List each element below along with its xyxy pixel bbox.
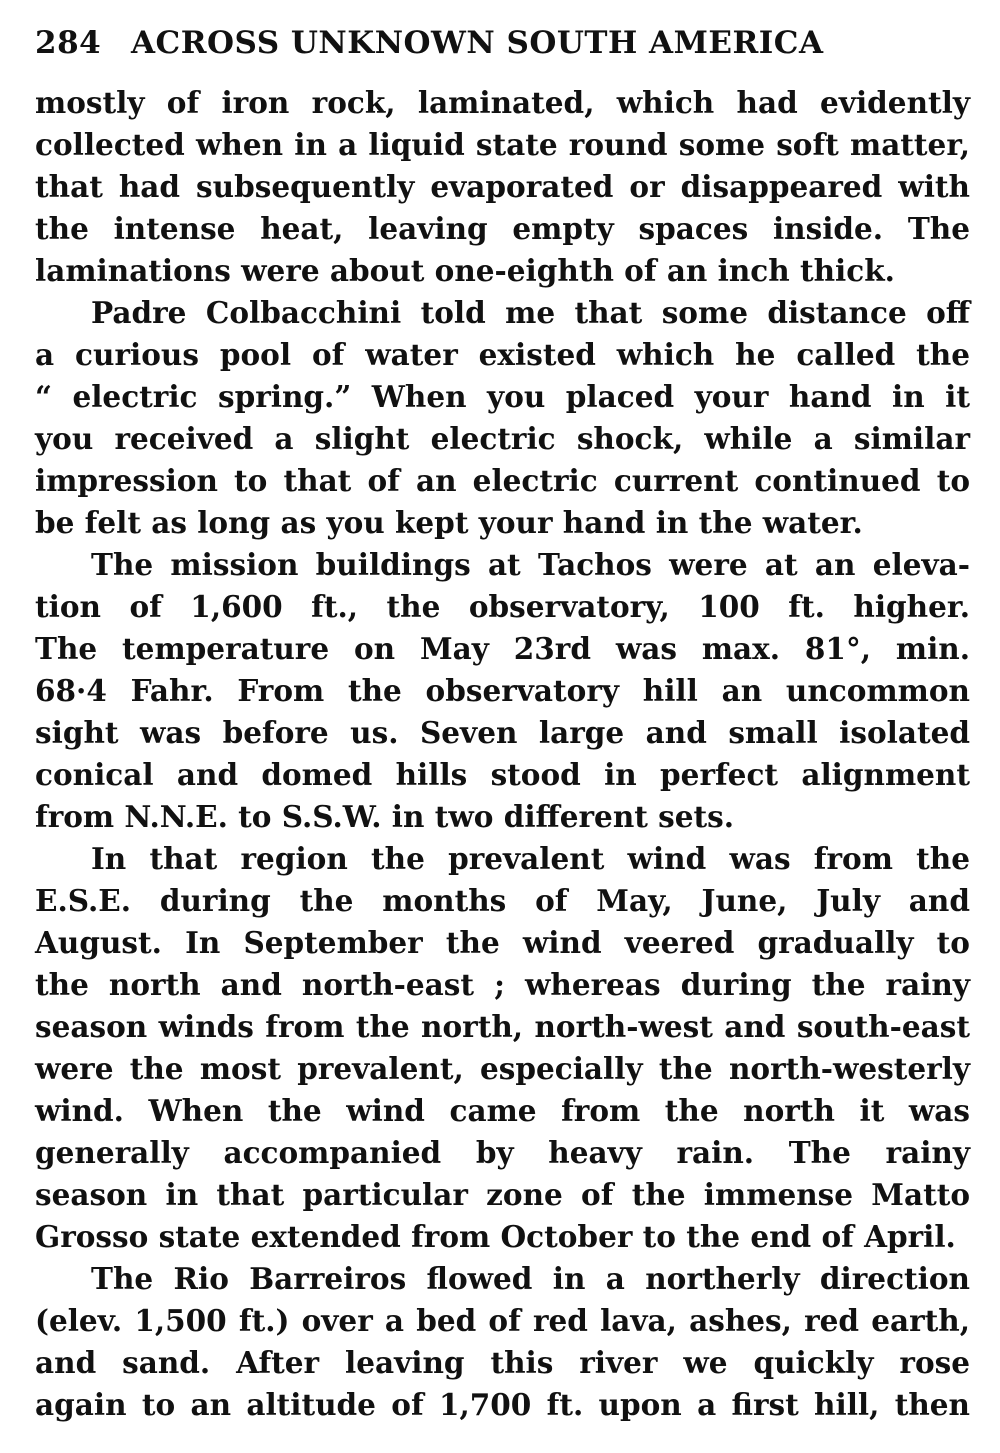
text-line: that had subsequently evaporated or disappeared with bbox=[35, 169, 970, 204]
text-line: In that region the prevalent wind was from the bbox=[91, 841, 970, 876]
text-line: mostly of iron rock, laminated, which had evidently bbox=[35, 85, 970, 120]
text-line: The mission buildings at Tachos were at an eleva- bbox=[91, 547, 970, 582]
text-line: season in that particular zone of the immense Matto bbox=[35, 1177, 970, 1212]
text-line: Padre Colbacchini told me that some distance off bbox=[91, 295, 970, 330]
text-line: “ electric spring.” When you placed your hand in it bbox=[35, 379, 970, 414]
text-line: tion of 1,600 ft., the observatory, 100 ft. higher. bbox=[35, 589, 970, 624]
text-line: laminations were about one-eighth of an inch thick. bbox=[35, 253, 895, 288]
text-line: E.S.E. during the months of May, June, July and bbox=[35, 883, 970, 918]
text-line: collected when in a liquid state round some soft matter, bbox=[35, 127, 970, 162]
text-line: August. In September the wind veered gradually to bbox=[35, 925, 970, 960]
text-line: 68·4 Fahr. From the observatory hill an uncommon bbox=[35, 673, 970, 708]
text-line: conical and domed hills stood in perfect alignment bbox=[35, 757, 970, 792]
text-line: impression to that of an electric current continued to bbox=[35, 463, 970, 498]
text-line: season winds from the north, north-west and south-east bbox=[35, 1009, 970, 1044]
body-text bbox=[35, 82, 970, 1426]
text-line: sight was before us. Seven large and small isolated bbox=[35, 715, 970, 750]
text-line: generally accompanied by heavy rain. The rainy bbox=[35, 1135, 970, 1170]
running-title: ACROSS UNKNOWN SOUTH AMERICA bbox=[131, 25, 824, 61]
text-line: and sand. After leaving this river we quickly rose bbox=[35, 1345, 970, 1380]
text-line: the intense heat, leaving empty spaces inside. The bbox=[35, 211, 970, 246]
text-line: the north and north-east ; whereas during the rainy bbox=[35, 967, 970, 1002]
text-line: be felt as long as you kept your hand in the water. bbox=[35, 505, 863, 540]
text-line: were the most prevalent, especially the north-westerly bbox=[35, 1051, 970, 1086]
running-header bbox=[35, 18, 935, 68]
text-line: (elev. 1,500 ft.) over a bed of red lava, ashes, red earth, bbox=[35, 1303, 970, 1338]
text-line: again to an altitude of 1,700 ft. upon a first hill, then bbox=[35, 1387, 970, 1422]
text-line: wind. When the wind came from the north it was bbox=[35, 1093, 970, 1128]
text-line: The Rio Barreiros flowed in a northerly direction bbox=[91, 1261, 970, 1296]
text-line: a curious pool of water existed which he called the bbox=[35, 337, 970, 372]
text-line: The temperature on May 23rd was max. 81°, min. bbox=[35, 631, 970, 666]
text-line: from N.N.E. to S.S.W. in two different sets. bbox=[35, 799, 735, 834]
text-line: you received a slight electric shock, while a similar bbox=[35, 421, 970, 456]
text-line: Grosso state extended from October to the end of April. bbox=[35, 1219, 956, 1254]
page-number: 284 bbox=[35, 25, 102, 61]
